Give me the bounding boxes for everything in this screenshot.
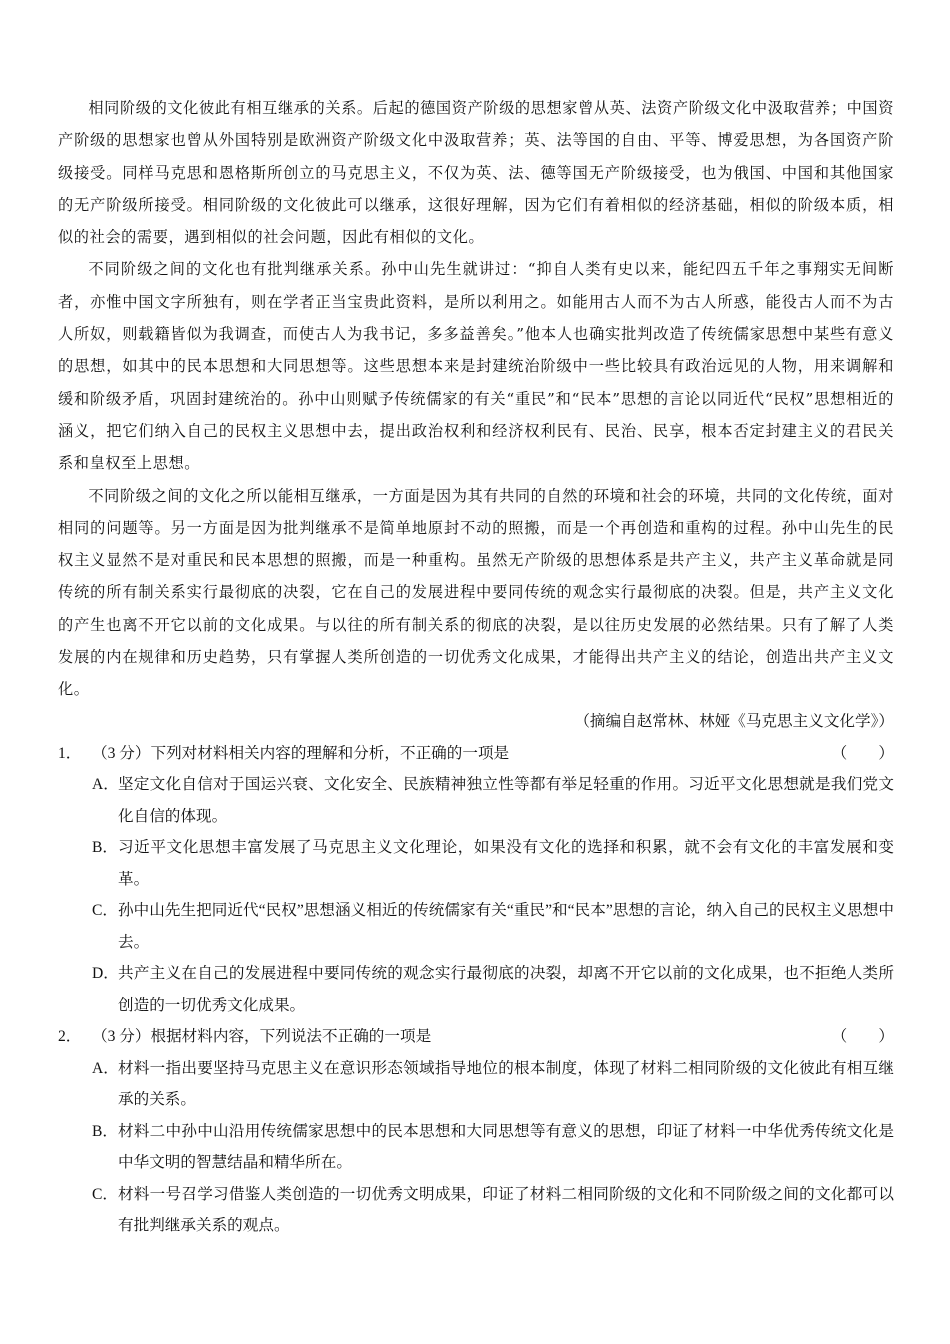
option-letter: D． (92, 965, 119, 983)
answer-blank: （ ） (831, 744, 894, 762)
option-b (58, 1116, 894, 1179)
question-text: （3 分）根据材料内容，下列说法不正确的一项是 (92, 1028, 432, 1046)
option-text: 材料一号召学习借鉴人类创造的一切优秀文明成果，印证了材料二相同阶级的文化和不同阶级之间的文化都可以有批判继承关系的观点。 (118, 1185, 894, 1235)
option-letter: A． (92, 776, 119, 794)
option-text: 共产主义在自己的发展进程中要同传统的观念实行最彻底的决裂，却离不开它以前的文化成果，也不拒绝人类所创造的一切优秀文化成果。 (118, 965, 894, 1014)
question-1 (58, 738, 894, 1022)
passage-paragraph-2: 不同阶级之间的文化也有批判继承关系。孙中山先生就讲过：“抑自人类有史以来，能纪四五千年之事翔实无间断者，亦惟中国文字所独有，则在学者正当宝贵此资料，是所以利用之。如能用古人而不为古人所惑，能役古人而不为古人所奴，则载籍皆似为我调查，而使古人为我书记，多多益善矣。”他本人也确实批判改造了传统儒家思想中某些有意义的思想，如其中的民本思想和大同思想等。这些思想本来是封建统治阶级中一些比较具有政治远见的人物，用来调解和缓和阶级矛盾，巩固封建统治的。孙中山则赋予传统儒家的有关“重民”和“民本”思想的言论以同近代“民权”思想相近的涵义，把它们纳入自己的民权主义思想中去，提出政治权利和经济权利民有、民治、民享，根本否定封建主义的君民关系和皇权至上思想。 (58, 260, 894, 473)
option-text: 习近平文化思想丰富发展了马克思主义文化理论，如果没有文化的选择和积累，就不会有文化的丰富发展和变革。 (118, 839, 894, 888)
option-a (58, 769, 894, 832)
question-text: （3 分）下列对材料相关内容的理解和分析，不正确的一项是 (92, 744, 510, 762)
option-b (58, 832, 894, 895)
option-text: 材料二中孙中山沿用传统儒家思想中的民本思想和大同思想等有意义的思想，印证了材料一中华优秀传统文化是中华文明的智慧结晶和精华所在。 (118, 1122, 894, 1172)
answer-blank: （ ） (831, 1028, 894, 1046)
option-letter: A． (92, 1059, 119, 1077)
option-letter: B． (92, 839, 118, 857)
option-d (58, 958, 894, 1021)
option-a (58, 1053, 894, 1116)
option-letter: C． (92, 1185, 118, 1203)
passage-paragraph-1: 相同阶级的文化彼此有相互继承的关系。后起的德国资产阶级的思想家曾从英、法资产阶级文化中汲取营养；中国资产阶级的思想家也曾从外国特别是欧洲资产阶级文化中汲取营养；英、法等国的自由、平等、博爱思想，为各国资产阶级接受。同样马克思和恩格斯所创立的马克思主义，不仅为英、法、德等国无产阶级接受，也为俄国、中国和其他国家的无产阶级所接受。相同阶级的文化彼此可以继承，这很好理解，因为它们有着相似的经济基础，相似的阶级本质，相似的社会的需要，遇到相似的社会问题，因此有相似的文化。 (58, 99, 894, 247)
reading-passage (58, 92, 894, 738)
question-stem (58, 738, 894, 770)
option-letter: C． (92, 902, 118, 920)
question-number: 1． (58, 744, 82, 762)
option-letter: B． (92, 1122, 118, 1140)
passage-paragraph-3: 不同阶级之间的文化之所以能相互继承，一方面是因为其有共同的自然的环境和社会的环境，共同的文化传统，面对相同的问题等。另一方面是因为批判继承不是简单地原封不动的照搬，而是一个再创造和重构的过程。孙中山先生的民权主义显然不是对重民和民本思想的照搬，而是一种重构。虽然无产阶级的思想体系是共产主义，共产主义革命就是同传统的所有制关系实行最彻底的决裂，它在自己的发展进程中要同传统的观念实行最彻底的决裂。但是，共产主义文化的产生也离不开它以前的文化成果。与以往的所有制关系的彻底的决裂，是以往历史发展的必然结果。只有了解了人类发展的内在规律和历史趋势，只有掌握人类所创造的一切优秀文化成果，才能得出共产主义的结论，创造出共产主义文化。 (58, 486, 894, 699)
option-text: 坚定文化自信对于国运兴衰、文化安全、民族精神独立性等都有举足轻重的作用。习近平文化思想就是我们党文化自信的体现。 (118, 776, 894, 825)
passage-source: （摘编自赵常林、林娅《马克思主义文化学》） (574, 712, 894, 730)
option-c (58, 1179, 894, 1242)
question-number: 2． (58, 1028, 82, 1046)
option-c (58, 895, 894, 958)
question-stem (58, 1021, 894, 1053)
option-text: 孙中山先生把同近代“民权”思想涵义相近的传统儒家有关“重民”和“民本”思想的言论，纳入自己的民权主义思想中去。 (118, 902, 894, 951)
question-2 (58, 1021, 894, 1242)
option-text: 材料一指出要坚持马克思主义在意识形态领域指导地位的根本制度，体现了材料二相同阶级的文化彼此有相互继承的关系。 (118, 1059, 894, 1109)
